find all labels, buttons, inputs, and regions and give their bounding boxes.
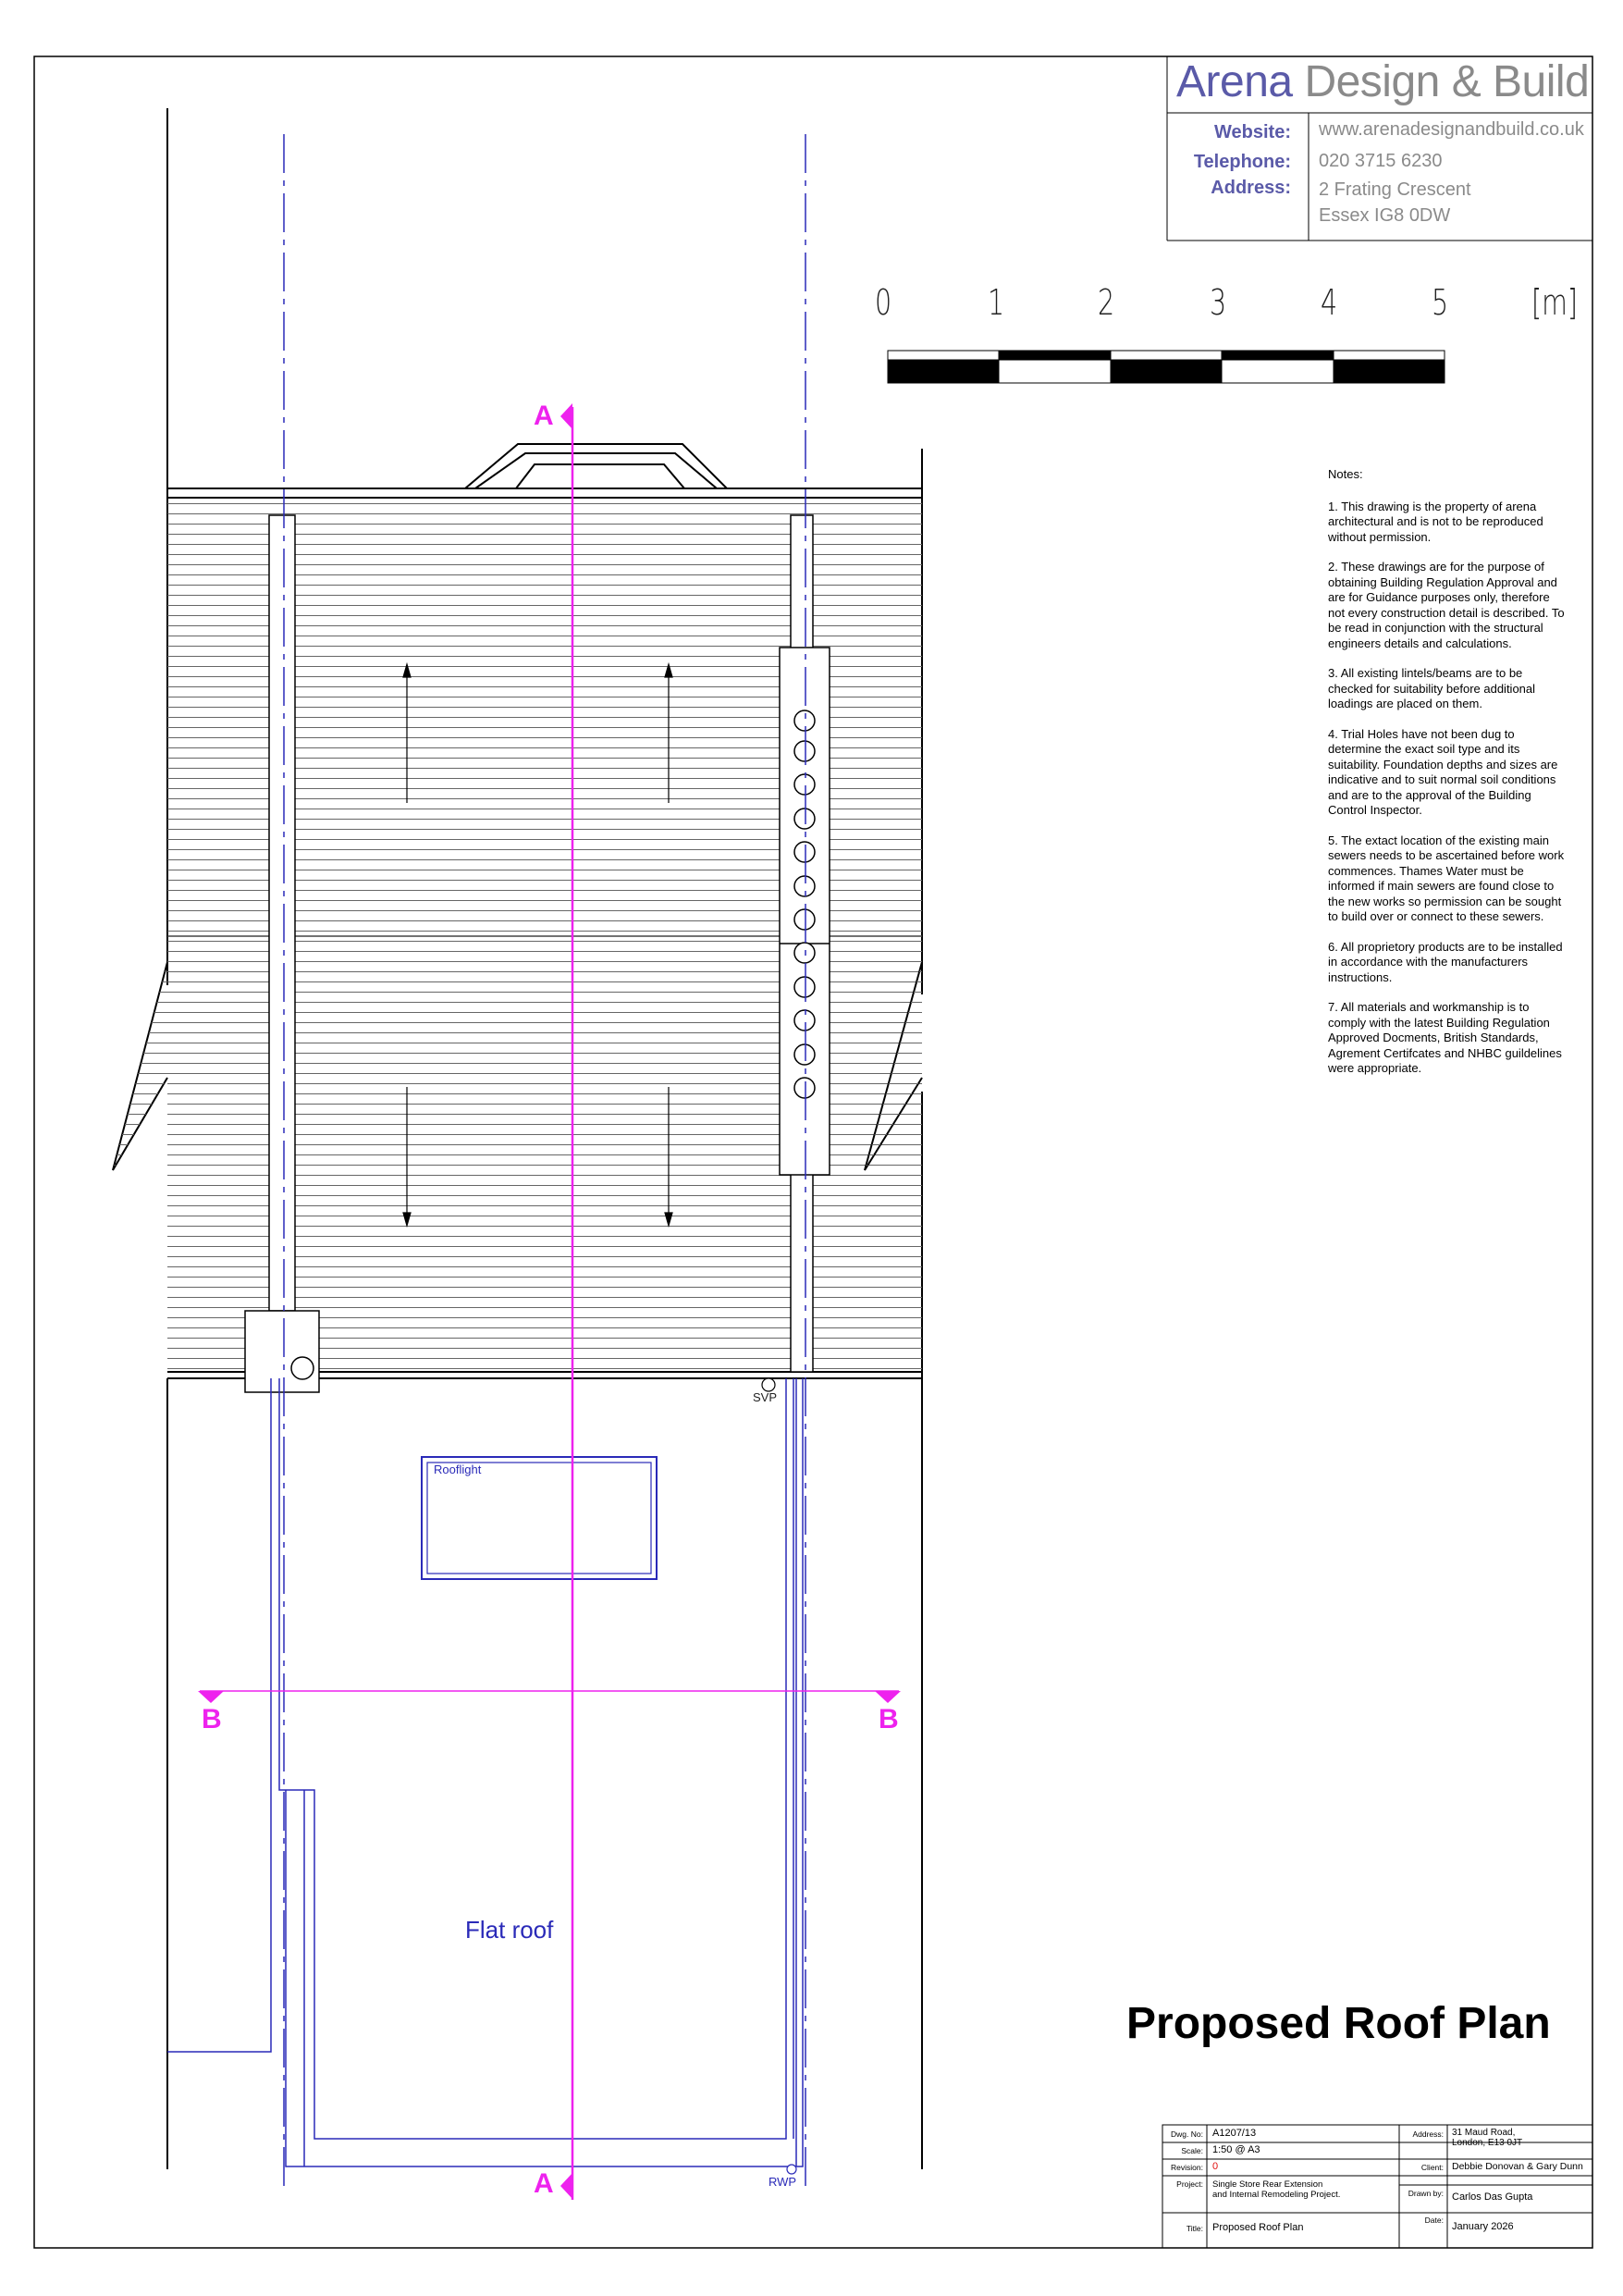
tb-scale-label: Scale: — [1181, 2146, 1203, 2155]
section-b-left-label: B — [202, 1704, 222, 1734]
tb-project-line2: and Internal Remodeling Project. — [1212, 2190, 1341, 2200]
scale-tick-2: 2 — [1098, 282, 1115, 323]
tb-scale: 1:50 @ A3 — [1212, 2144, 1260, 2155]
tb-client: Debbie Donovan & Gary Dunn — [1452, 2161, 1583, 2172]
scale-tick-1: 1 — [988, 282, 1005, 323]
section-b-right-label: B — [879, 1704, 899, 1734]
extension-outline — [167, 1378, 803, 2166]
brand-secondary: Design & Build — [1304, 57, 1590, 106]
section-a-bottom-label: A — [534, 2168, 554, 2199]
address-line2: Essex IG8 0DW — [1319, 205, 1451, 226]
tb-address-line1: 31 Maud Road, — [1452, 2128, 1516, 2138]
tb-revision-label: Revision: — [1171, 2163, 1203, 2172]
website-label: Website: — [1214, 122, 1291, 142]
section-b-right-arrow — [875, 1691, 901, 1703]
downpipe-circle — [291, 1357, 314, 1379]
scale-tick-0: 0 — [875, 282, 892, 323]
svp-circle — [762, 1378, 775, 1391]
address-label: Address: — [1211, 178, 1291, 198]
scale-tick-5: 5 — [1432, 282, 1449, 323]
tb-project-label: Project: — [1176, 2179, 1203, 2189]
scale-tick-3: 3 — [1210, 282, 1227, 323]
company-header — [1167, 56, 1592, 241]
note-3: 3. All existing lintels/beams are to be checked for suitability before additional loadings are placed on them. — [1328, 666, 1536, 710]
company-brand — [1176, 56, 1589, 107]
tb-date: January 2026 — [1452, 2221, 1514, 2232]
section-b-left-arrow — [198, 1691, 224, 1703]
note-1: 1. This drawing is the property of arena architectural and is not to be reproduced without permission. — [1328, 499, 1543, 544]
tb-title-label: Title: — [1186, 2224, 1203, 2233]
notes-heading: Notes: — [1328, 467, 1363, 481]
note-6: 6. All proprietory products are to be installed in accordance with the manufacturers instructions. — [1328, 939, 1563, 984]
scale-seg-2-top — [999, 351, 1111, 360]
section-a-top-label: A — [534, 401, 554, 431]
brand-primary: Arena — [1176, 57, 1293, 106]
rwp-circle — [787, 2165, 796, 2174]
note-5: 5. The extact location of the existing main sewers needs to be ascertained before work commences. Thames Water must be informed if main sewers are found close to the new works so permission can be sought to build over or connect to these sewers. — [1328, 833, 1565, 923]
scale-seg-5-top — [1334, 351, 1445, 360]
section-a-top-arrow — [560, 403, 572, 429]
scale-seg-2-bottom — [999, 360, 1111, 383]
tb-drawn-by-label: Drawn by: — [1408, 2189, 1444, 2198]
scale-seg-1-top — [888, 351, 999, 360]
section-a-bottom-arrow — [560, 2173, 572, 2199]
note-7: 7. All materials and workmanship is to comply with the latest Building Regulation Approved Docments, British Standards, Agrement Certifcates and NHBC guildelines were appropriate. — [1328, 1000, 1562, 1075]
website-value[interactable]: www.arenadesignandbuild.co.uk — [1319, 119, 1584, 140]
rooflight-label: Rooflight — [434, 1463, 482, 1476]
scale-seg-3-top — [1111, 351, 1222, 360]
telephone-value: 020 3715 6230 — [1319, 151, 1443, 171]
scale-seg-4-bottom — [1222, 360, 1334, 383]
note-2: 2. These drawings are for the purpose of obtaining Building Regulation Approval and are for Guidance purposes only, therefore not every construction detail is described. To be read in conjunction with the structural engineers details and calculations. — [1328, 560, 1565, 650]
svp-label: SVP — [753, 1390, 778, 1404]
scale-seg-3-bottom — [1111, 360, 1222, 383]
tb-dwg-no-label: Dwg. No: — [1171, 2129, 1203, 2139]
rear-bay — [465, 444, 727, 488]
note-4: 4. Trial Holes have not been dug to determine the exact soil type and its suitability. Foundation depths and sizes are indicative and to suit normal soil conditions and are to the approval of the Building Control Inspector. — [1328, 726, 1558, 817]
rwp-label: RWP — [768, 2175, 797, 2189]
scale-seg-5-bottom — [1334, 360, 1445, 383]
flat-roof-label: Flat roof — [465, 1916, 554, 1944]
notes-block — [1328, 467, 1568, 1092]
scale-seg-1-bottom — [888, 360, 999, 383]
tb-address-label: Address: — [1412, 2129, 1444, 2139]
tb-revision: 0 — [1212, 2161, 1219, 2172]
tb-drawn-by: Carlos Das Gupta — [1452, 2191, 1533, 2203]
scale-tick-4: 4 — [1321, 282, 1338, 323]
tb-date-label: Date: — [1424, 2216, 1444, 2225]
tb-client-label: Client: — [1420, 2163, 1444, 2172]
tb-dwg-no: A1207/13 — [1212, 2128, 1257, 2139]
address-line1: 2 Frating Crescent — [1319, 179, 1471, 200]
tb-address-line2: London, E13 0JT — [1452, 2138, 1523, 2148]
drawing-title: Proposed Roof Plan — [1126, 1999, 1551, 2048]
tb-title: Proposed Roof Plan — [1212, 2222, 1304, 2233]
scale-bar — [888, 351, 1445, 383]
tb-project-line1: Single Store Rear Extension — [1212, 2179, 1323, 2190]
telephone-label: Telephone: — [1193, 152, 1291, 172]
scale-seg-4-top — [1222, 351, 1334, 360]
scale-unit: [m] — [1531, 282, 1579, 323]
